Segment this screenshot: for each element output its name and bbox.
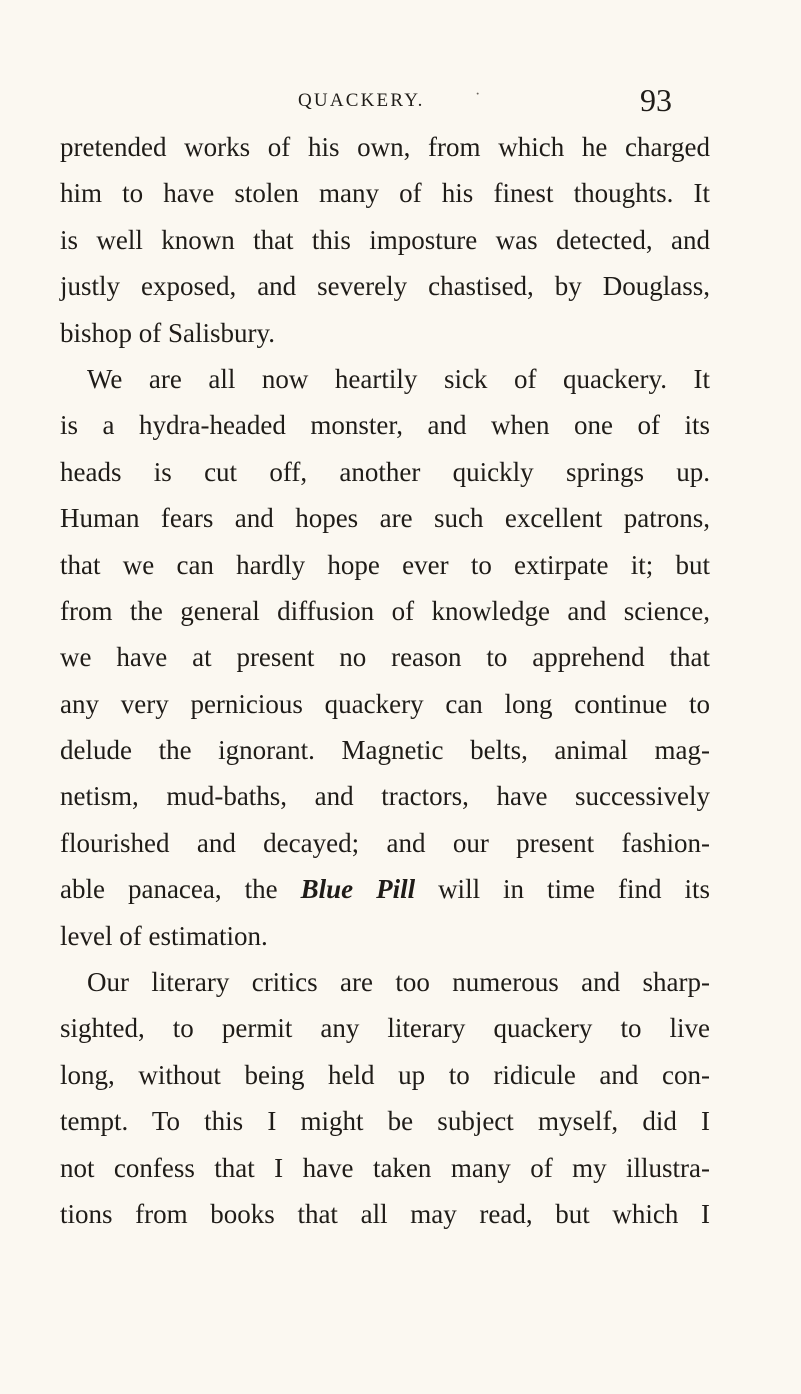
text-line: is well known that this imposture was detected, and [60, 224, 710, 255]
italic-title-blue-pill: Blue Pill [300, 874, 416, 905]
body-text [60, 124, 710, 1237]
text-line-paragraph-start: Our literary critics are too numerous and sharp- [87, 967, 710, 998]
text-line: him to have stolen many of his finest thoughts. It [60, 178, 710, 209]
text-line: flourished and decayed; and our present fashion- [60, 827, 710, 858]
text-line: sighted, to permit any literary quackery to live [60, 1013, 710, 1044]
text-line: pretended works of his own, from which he charged [60, 132, 710, 162]
text-line: delude the ignorant. Magnetic belts, animal mag- [60, 735, 710, 766]
text-line-paragraph-start: We are all now heartily sick of quackery. It [87, 363, 710, 394]
running-head [0, 84, 801, 124]
text-line: heads is cut off, another quickly springs up. [60, 456, 710, 487]
text-line-paragraph-end: bishop of Salisbury. [60, 317, 275, 348]
text-segment: able panacea, the [60, 874, 301, 905]
text-line: is a hydra-headed monster, and when one of its [60, 410, 710, 441]
text-line: tions from books that all may read, but which I [60, 1198, 710, 1229]
text-line: netism, mud-baths, and tractors, have successively [60, 781, 710, 812]
text-line-with-italic [60, 866, 710, 912]
text-line: from the general diffusion of knowledge and science, [60, 595, 710, 626]
running-head-mark: · [475, 86, 481, 103]
text-line: tempt. To this I might be subject myself, did I [60, 1106, 710, 1137]
text-line-paragraph-end: level of estimation. [60, 920, 268, 951]
text-line: that we can hardly hope ever to extirpate it; but [60, 549, 710, 580]
text-line: not confess that I have taken many of my illustra- [60, 1152, 710, 1183]
text-line: any very pernicious quackery can long continue to [60, 688, 710, 719]
page-number: 93 [640, 82, 672, 118]
text-segment: will in time find its [415, 874, 710, 905]
text-line: long, without being held up to ridicule and con- [60, 1059, 710, 1090]
text-line: Human fears and hopes are such excellent patrons, [60, 503, 710, 534]
text-line: justly exposed, and severely chastised, by Douglass, [60, 271, 710, 302]
text-line: we have at present no reason to apprehend that [60, 642, 710, 673]
running-title: QUACKERY. [298, 90, 425, 111]
